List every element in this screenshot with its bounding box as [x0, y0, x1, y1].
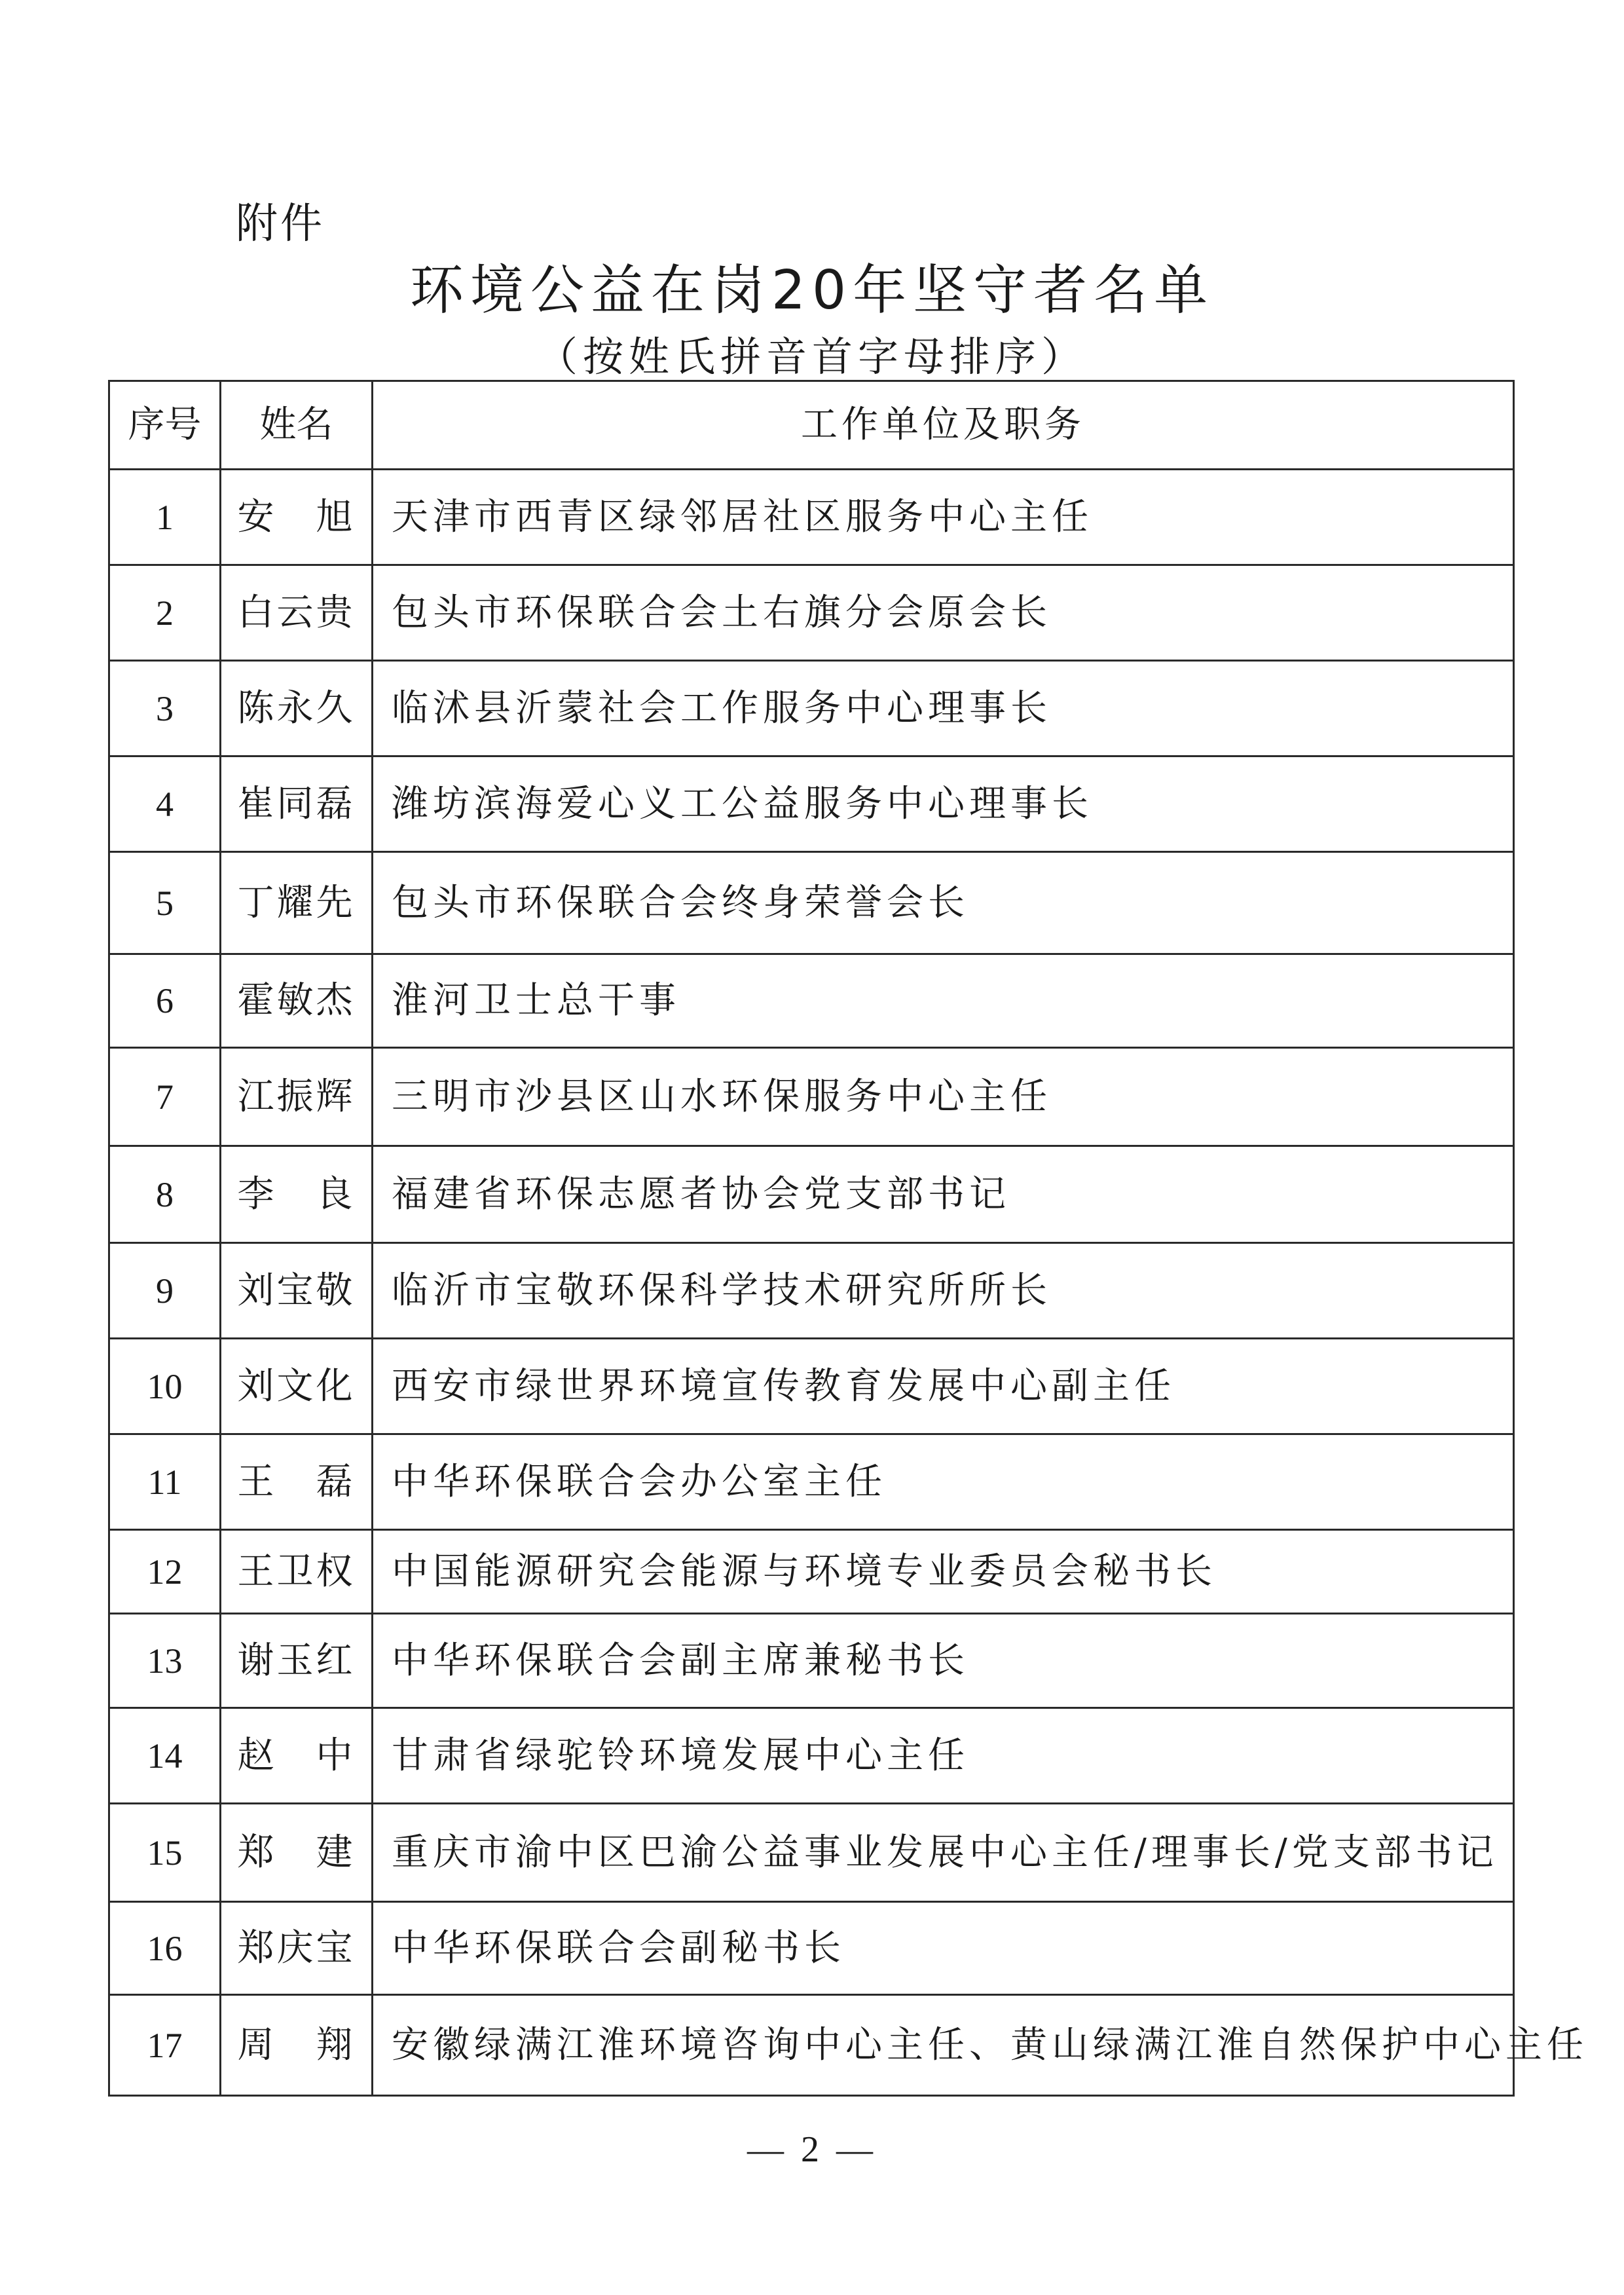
organization-position: 临沂市宝敬环保科学技术研究所所长	[373, 1243, 1514, 1339]
table-row	[109, 1243, 1514, 1339]
row-number: 9	[109, 1243, 221, 1339]
person-name: 郑庆宝	[221, 1902, 373, 1995]
person-name: 刘宝敬	[221, 1243, 373, 1339]
row-number: 1	[109, 470, 221, 565]
organization-position: 福建省环保志愿者协会党支部书记	[373, 1146, 1514, 1243]
row-number: 12	[109, 1530, 221, 1614]
row-number: 15	[109, 1804, 221, 1902]
person-name: 丁耀先	[221, 852, 373, 954]
row-number: 13	[109, 1614, 221, 1708]
person-name: 陈永久	[221, 661, 373, 756]
organization-position: 三明市沙县区山水环保服务中心主任	[373, 1048, 1514, 1146]
table-row	[109, 1614, 1514, 1708]
organization-position: 中华环保联合会办公室主任	[373, 1434, 1514, 1530]
organization-position: 中华环保联合会副秘书长	[373, 1902, 1514, 1995]
attachment-label: 附件	[236, 200, 325, 248]
table-header-row	[109, 381, 1514, 470]
row-number: 16	[109, 1902, 221, 1995]
person-name: 江振辉	[221, 1048, 373, 1146]
table-row	[109, 1902, 1514, 1995]
table-row	[109, 1995, 1514, 2096]
person-name: 郑 建	[221, 1804, 373, 1902]
person-name: 王 磊	[221, 1434, 373, 1530]
row-number: 8	[109, 1146, 221, 1243]
honoree-table	[108, 380, 1588, 2097]
header-number: 序号	[109, 381, 221, 470]
person-name: 白云贵	[221, 565, 373, 661]
organization-position: 潍坊滨海爱心义工公益服务中心理事长	[373, 756, 1514, 852]
document-subtitle: （按姓氏拼音首字母排序）	[536, 333, 1087, 381]
organization-position: 天津市西青区绿邻居社区服务中心主任	[373, 470, 1514, 565]
organization-position: 包头市环保联合会土右旗分会原会长	[373, 565, 1514, 661]
organization-position: 包头市环保联合会终身荣誉会长	[373, 852, 1514, 954]
table-row	[109, 1339, 1514, 1434]
table-row	[109, 1146, 1514, 1243]
organization-position: 中国能源研究会能源与环境专业委员会秘书长	[373, 1530, 1514, 1614]
table-row	[109, 1708, 1514, 1804]
organization-position: 西安市绿世界环境宣传教育发展中心副主任	[373, 1339, 1514, 1434]
row-number: 11	[109, 1434, 221, 1530]
page-number: — 2 —	[747, 2129, 877, 2170]
person-name: 赵 中	[221, 1708, 373, 1804]
table-row	[109, 661, 1514, 756]
table-row	[109, 852, 1514, 954]
row-number: 7	[109, 1048, 221, 1146]
organization-position: 中华环保联合会副主席兼秘书长	[373, 1614, 1514, 1708]
table-row	[109, 954, 1514, 1048]
organization-position: 安徽绿满江淮环境咨询中心主任、黄山绿满江淮自然保护中心主任	[373, 1995, 1514, 2096]
document-title: 环境公益在岗20年坚守者名单	[409, 259, 1215, 322]
organization-position: 甘肃省绿驼铃环境发展中心主任	[373, 1708, 1514, 1804]
person-name: 谢玉红	[221, 1614, 373, 1708]
row-number: 10	[109, 1339, 221, 1434]
person-name: 王卫权	[221, 1530, 373, 1614]
row-number: 3	[109, 661, 221, 756]
person-name: 李 良	[221, 1146, 373, 1243]
person-name: 刘文化	[221, 1339, 373, 1434]
table-row	[109, 1434, 1514, 1530]
table-row	[109, 1048, 1514, 1146]
header-organization: 工作单位及职务	[373, 381, 1514, 470]
row-number: 14	[109, 1708, 221, 1804]
table-row	[109, 1804, 1514, 1902]
table-row	[109, 1530, 1514, 1614]
header-name: 姓名	[221, 381, 373, 470]
row-number: 4	[109, 756, 221, 852]
row-number: 5	[109, 852, 221, 954]
organization-position: 淮河卫士总干事	[373, 954, 1514, 1048]
person-name: 周 翔	[221, 1995, 373, 2096]
person-name: 安 旭	[221, 470, 373, 565]
organization-position: 重庆市渝中区巴渝公益事业发展中心主任/理事长/党支部书记	[373, 1804, 1514, 1902]
organization-position: 临沭县沂蒙社会工作服务中心理事长	[373, 661, 1514, 756]
table-row	[109, 565, 1514, 661]
table-row	[109, 470, 1514, 565]
table-row	[109, 756, 1514, 852]
person-name: 崔同磊	[221, 756, 373, 852]
person-name: 霍敏杰	[221, 954, 373, 1048]
row-number: 17	[109, 1995, 221, 2096]
row-number: 2	[109, 565, 221, 661]
row-number: 6	[109, 954, 221, 1048]
